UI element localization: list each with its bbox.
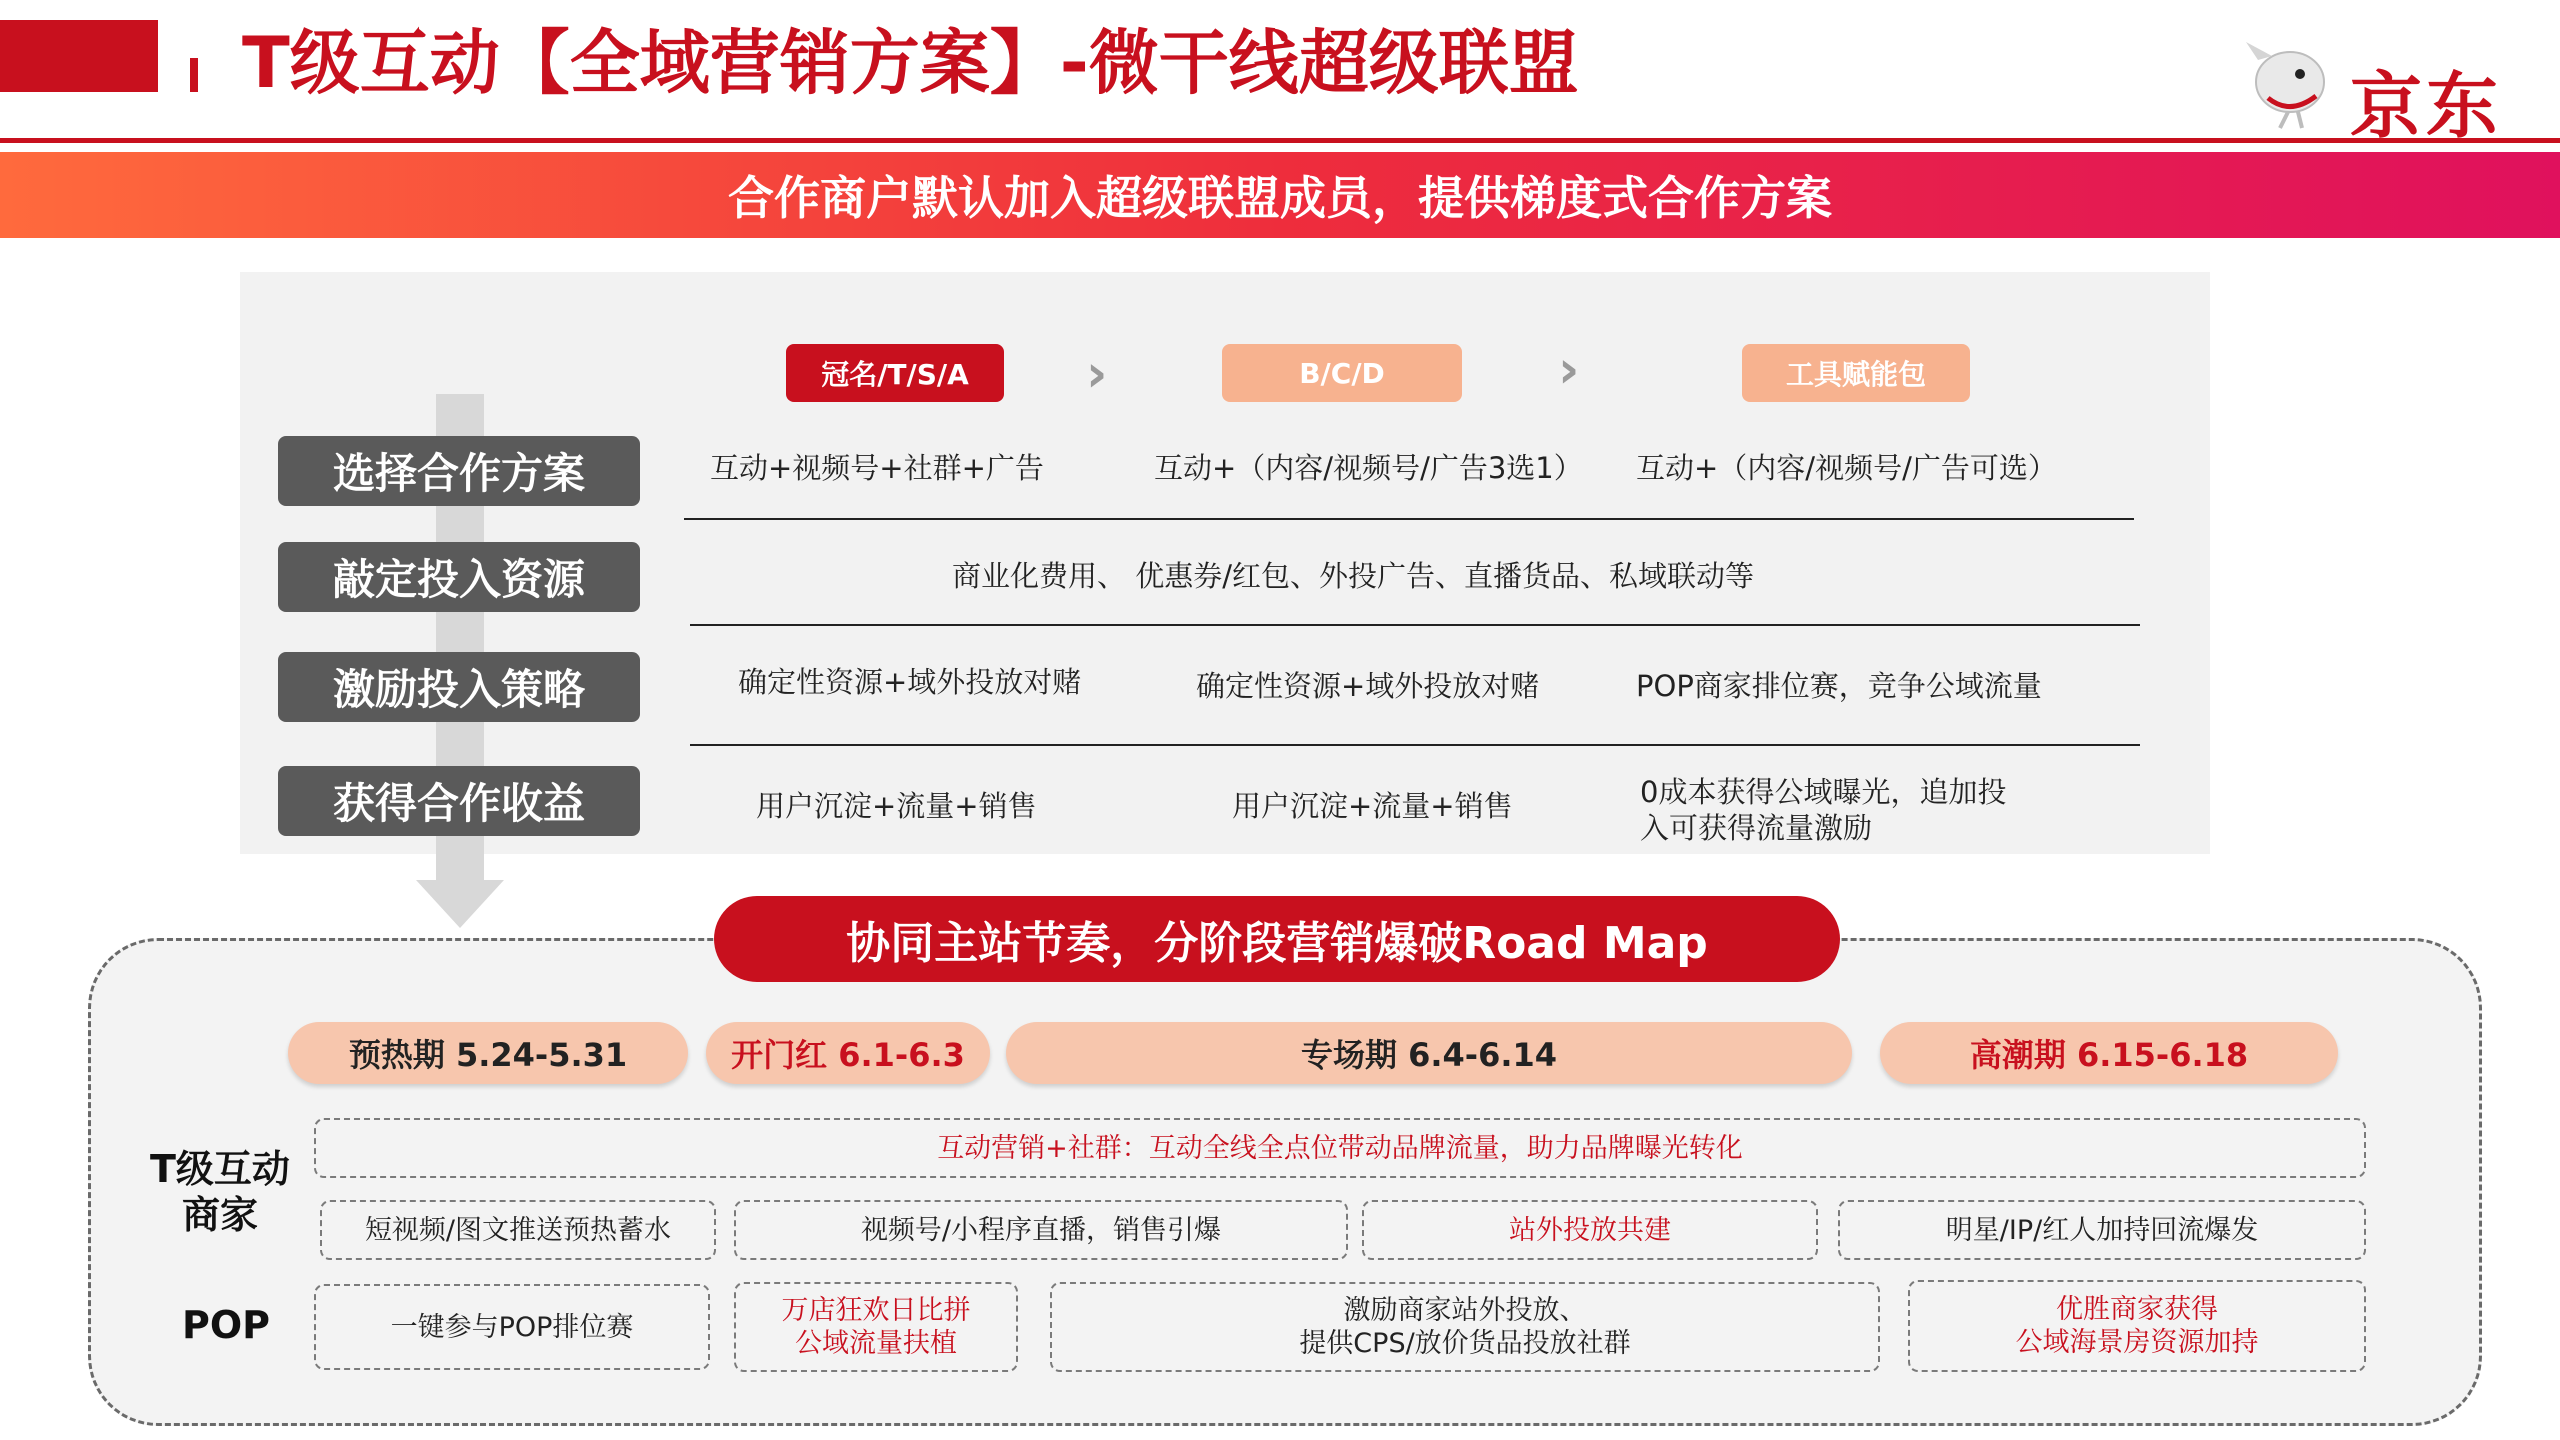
row-incentive-cell: POP商家排位赛，竞争公域流量 [1636,669,2042,703]
tier-top-badge: 冠名/T/S/A [786,344,1004,402]
pop-cell-line: 优胜商家获得 [2056,1294,2218,1325]
pop-cell-ranking: 一键参与POP排位赛 [314,1284,710,1370]
t-cell-warmup: 短视频/图文推送预热蓄水 [320,1200,716,1260]
row-plan-cell: 互动+（内容/视频号/广告可选） [1636,451,2057,485]
pop-cell-winner [1908,1280,2366,1372]
pop-cell-carnival [734,1282,1018,1372]
subtitle-banner: 合作商户默认加入超级联盟成员，提供梯度式合作方案 [0,152,2560,238]
t-cell-offsite: 站外投放共建 [1362,1200,1818,1260]
row-incentive-cell: 确定性资源+域外投放对赌 [738,665,1082,699]
row-divider [684,518,2134,520]
t-merchant-label-line: T级互动 [150,1147,290,1191]
chevron-right-icon: › [1558,340,1580,400]
phase-warmup: 预热期 5.24-5.31 [288,1022,688,1084]
phase-special: 专场期 6.4-6.14 [1006,1022,1852,1084]
row-plan-cell: 互动+视频号+社群+广告 [710,451,1044,485]
t-cell-celebrity: 明星/IP/红人加持回流爆发 [1838,1200,2366,1260]
pop-cell-line: 万店狂欢日比拼 [781,1295,971,1326]
header-divider [0,138,2560,143]
row-divider [690,744,2140,746]
pop-cell-incentive [1050,1282,1880,1372]
row-divider [690,624,2140,626]
phase-climax: 高潮期 6.15-6.18 [1880,1022,2338,1084]
t-merchant-label-line: 商家 [181,1193,258,1237]
row-benefit-cell: 用户沉淀+流量+销售 [1232,789,1513,823]
t-merchant-banner: 互动营销+社群：互动全线全点位带动品牌流量，助力品牌曝光转化 [314,1118,2366,1178]
chevron-right-icon: › [1086,344,1108,404]
row-benefit-cell: 用户沉淀+流量+销售 [756,789,1037,823]
header-accent-block [0,20,158,92]
row-benefit-cell: 入可获得流量激励 [1640,811,1873,845]
flow-arrow-head-icon [416,880,504,928]
row-label-benefit: 获得合作收益 [278,766,640,836]
roadmap-title: 协同主站节奏，分阶段营销爆破Road Map [714,896,1840,982]
pop-cell-line: 提供CPS/放价货品投放社群 [1299,1328,1631,1359]
tier-tool-badge: 工具赋能包 [1742,344,1970,402]
row-benefit-cell: 0成本获得公域曝光，追加投 [1640,775,2007,809]
t-cell-live: 视频号/小程序直播，销售引爆 [734,1200,1348,1260]
pop-cell-line: 激励商家站外投放、 [1343,1295,1587,1326]
row-label-incentive: 激励投入策略 [278,652,640,722]
pop-cell-line: 公域流量扶植 [795,1328,957,1359]
page-title: T级互动【全域营销方案】-微干线超级联盟 [242,22,1579,104]
t-merchant-label [150,1146,290,1238]
row-label-plan: 选择合作方案 [278,436,640,506]
row-label-resources: 敲定投入资源 [278,542,640,612]
row-resources-cell: 商业化费用、 优惠券/红包、外投广告、直播货品、私域联动等 [952,559,1754,593]
phase-opening: 开门红 6.1-6.3 [706,1022,990,1084]
row-incentive-cell: 确定性资源+域外投放对赌 [1196,669,1540,703]
row-plan-cell: 互动+（内容/视频号/广告3选1） [1154,451,1583,485]
pop-cell-line: 公域海景房资源加持 [2015,1327,2259,1358]
jd-logo-text: 京东 [2350,64,2503,148]
pop-label: POP [182,1303,271,1347]
header-accent-tick [190,58,198,92]
tier-mid-badge: B/C/D [1222,344,1462,402]
